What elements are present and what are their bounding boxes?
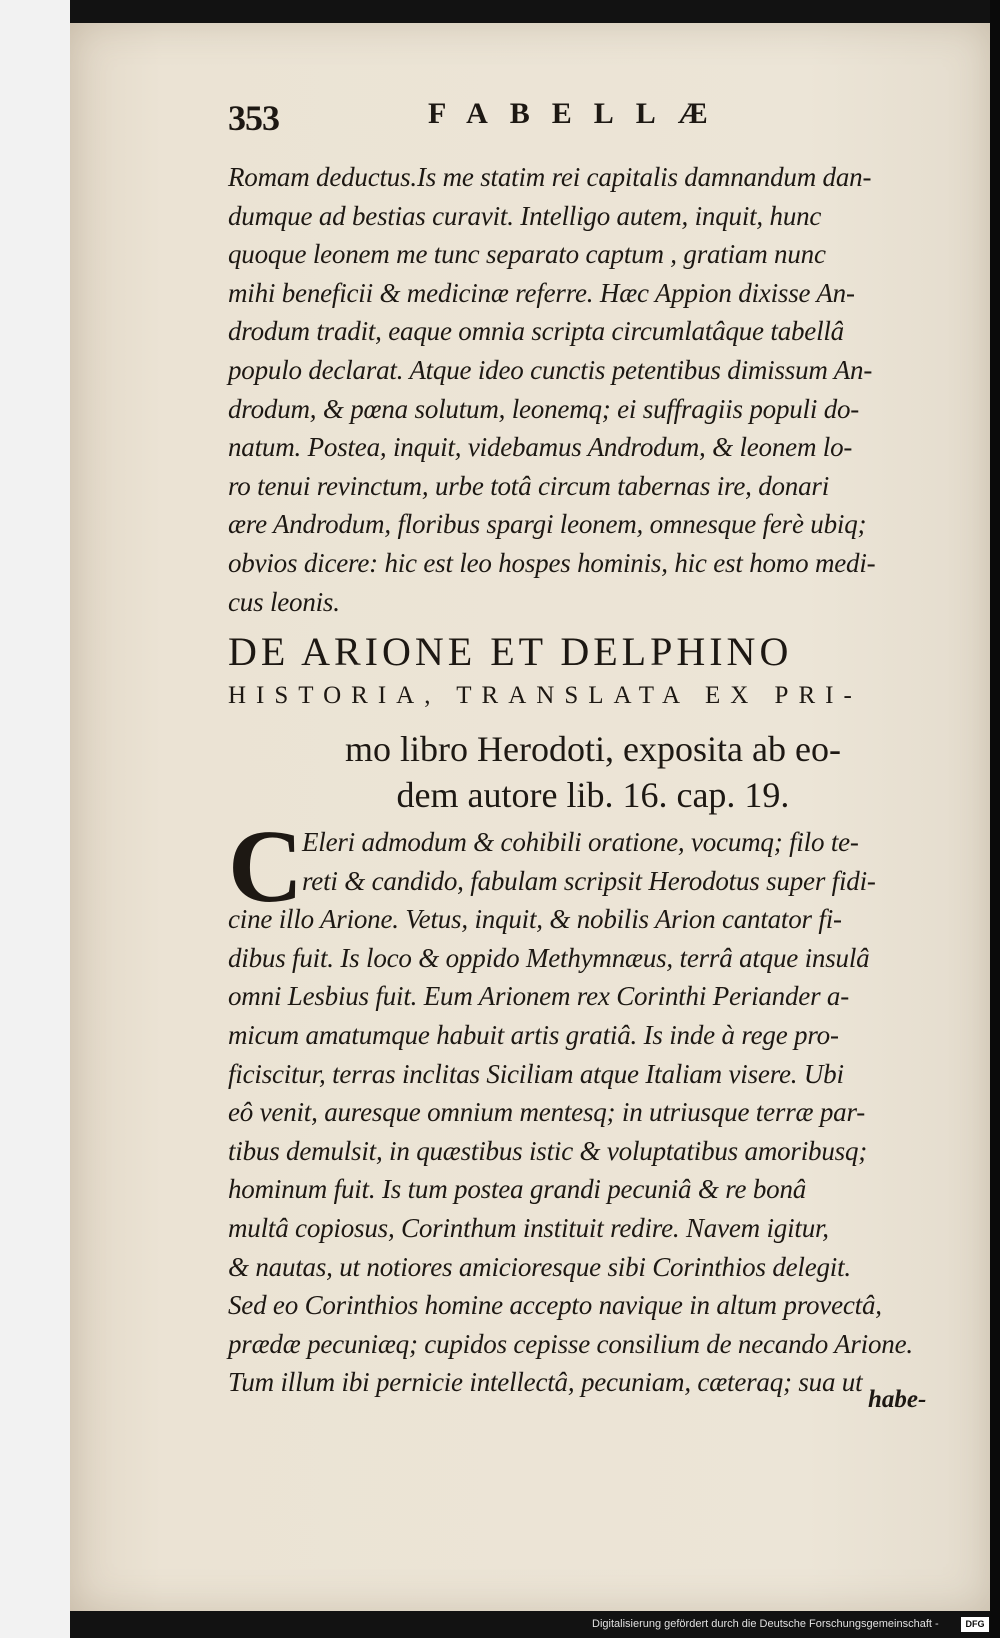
text-line: prædæ pecuniæq; cupidos cepisse consilium de necando Arione. bbox=[228, 1328, 913, 1359]
text-line: dibus fuit. Is loco & oppido Methymnæus, terrâ atque insulâ bbox=[228, 942, 870, 973]
text-line: Tum illum ibi pernicie intellectâ, pecuniam, cæteraq; sua ut bbox=[228, 1367, 863, 1398]
dfg-logo[interactable]: DFG bbox=[961, 1617, 989, 1632]
text-line: obvios dicere: hic est leo hospes hominis, hic est homo medi- bbox=[228, 547, 876, 578]
page-number: 353 bbox=[228, 98, 279, 138]
text-line: eô venit, auresque omnium mentesq; in utriusque terræ par- bbox=[228, 1097, 866, 1128]
text-block-1 bbox=[228, 158, 958, 621]
text-block-2 bbox=[228, 809, 958, 1402]
text-line: omni Lesbius fuit. Eum Arionem rex Corinthi Periander a- bbox=[228, 981, 850, 1012]
text-line: micum amatumque habuit artis gratiâ. Is inde à rege pro- bbox=[228, 1019, 839, 1050]
text-line: ære Androdum, floribus spargi leonem, omnesque ferè ubiq; bbox=[228, 509, 867, 540]
text-line: multâ copiosus, Corinthum instituit redire. Navem igitur, bbox=[228, 1212, 829, 1243]
section-subheading-roman bbox=[228, 726, 958, 818]
text-line: mihi beneficii & medicinæ referre. Hæc Appion dixisse An- bbox=[228, 277, 855, 308]
text-line: cine illo Arione. Vetus, inquit, & nobilis Arion cantator fi- bbox=[228, 904, 842, 935]
heading-line: mo libro Herodoti, exposita ab eo- bbox=[345, 729, 841, 769]
text-line: drodum, & pœna solutum, leonemq; ei suffragiis populi do- bbox=[228, 393, 860, 424]
left-margin-strip bbox=[0, 0, 70, 1638]
text-line: tibus demulsit, in quæstibus istic & voluptatibus amoribusq; bbox=[228, 1135, 868, 1166]
section-heading: DE ARIONE ET DELPHINO bbox=[228, 629, 793, 674]
text-line: dumque ad bestias curavit. Intelligo autem, inquit, hunc bbox=[228, 200, 822, 231]
text-line: ro tenui revinctum, urbe totâ circum tabernas ire, donari bbox=[228, 470, 830, 501]
text-line: cus leonis. bbox=[228, 586, 340, 617]
text-line: ficiscitur, terras inclitas Siciliam atque Italiam visere. Ubi bbox=[228, 1058, 844, 1089]
running-head bbox=[228, 93, 928, 137]
text-line: populo declarat. Atque ideo cunctis petentibus dimissum An- bbox=[228, 354, 873, 385]
text-line: Eleri admodum & cohibili oratione, vocumq; filo te- bbox=[302, 827, 859, 857]
text-line: quoque leonem me tunc separato captum , gratiam nunc bbox=[228, 239, 826, 270]
text-line: & nautas, ut notiores amicioresque sibi Corinthios delegit. bbox=[228, 1251, 851, 1282]
text-line: reti & candido, fabulam scripsit Herodotus super fidi- bbox=[302, 865, 876, 896]
text-line: Sed eo Corinthios homine accepto navique in altum provectâ, bbox=[228, 1290, 882, 1321]
right-margin-strip bbox=[990, 0, 1000, 1638]
text-line: hominum fuit. Is tum postea grandi pecuniâ & re bonâ bbox=[228, 1174, 807, 1205]
text-line: Romam deductus.Is me statim rei capitalis damnandum dan- bbox=[228, 162, 872, 192]
heading-line: dem autore lib. 16. cap. 19. bbox=[396, 775, 790, 815]
text-line: natum. Postea, inquit, videbamus Androdum, & leonem lo- bbox=[228, 432, 853, 463]
running-title: FABELLÆ bbox=[428, 97, 730, 130]
drop-cap: C bbox=[228, 809, 304, 924]
digitization-credit: Digitalisierung gefördert durch die Deutsche Forschungsgemeinschaft - bbox=[592, 1618, 939, 1630]
section-subheading: HISTORIA, TRANSLATA EX PRI- bbox=[228, 682, 862, 709]
text-line: drodum tradit, eaque omnia scripta circumlatâque tabellâ bbox=[228, 316, 844, 347]
catchword: habe- bbox=[868, 1386, 927, 1413]
